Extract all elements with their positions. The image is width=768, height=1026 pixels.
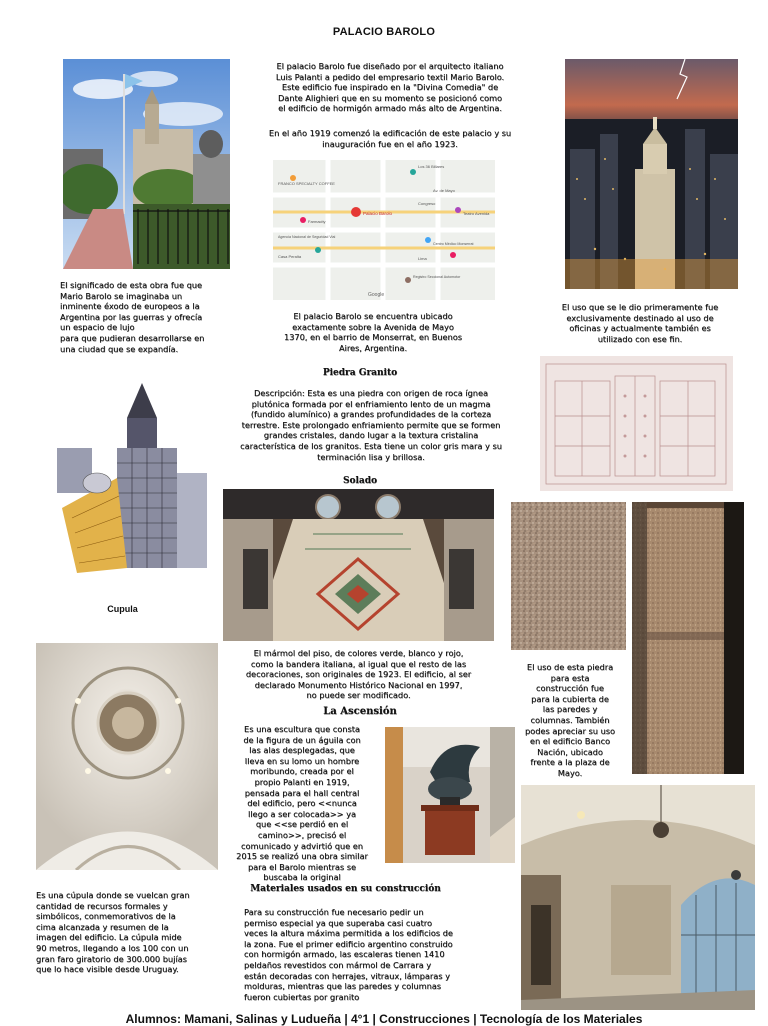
- floor-photo: [223, 489, 494, 641]
- map-label-congreso: Congreso: [418, 201, 436, 206]
- intro-text: El palacio Barolo fue diseñado por el arquitecto italiano Luis Palanti a pedido del empresario textil Mario Barolo. Este edificio fue inspirado en la "Divina Comedia" de Dante Alighieri que en su momento se posicionó como el edificio de hormigón armado más alto de Argentina.: [275, 61, 505, 114]
- materials-text: Para su construcción fue necesario pedir un permiso especial ya que superaba casi cuatro veces la altura máxima permitida a los edificios de la zona. Fue el primer edificio argentino construido con hormigón armado, las escaleras tienen 1410 peldaños revestidos con mármol de Carrara y están decoradas con herrajes, vitraux, lámparas y molduras, mientras que las paredes y columnas fueron cubiertas por granito: [244, 907, 453, 1002]
- materials-heading: Materiales usados en su construcción: [250, 884, 441, 894]
- map-label-farmacity: Farmacity: [308, 219, 326, 224]
- street-photo: [63, 59, 230, 269]
- night-city-photo: [565, 59, 738, 289]
- usage-text: El uso que se le dio primeramente fue exclusivamente destinado al uso de oficinas y actualmente también es utilizado con ese fin.: [561, 302, 719, 344]
- map-label-centro-medico: Centro Médico Monserrat: [433, 242, 474, 246]
- location-map: [273, 160, 495, 300]
- map-label-teatro: Teatro Avenida: [463, 211, 490, 216]
- map-label-registro: Registro Seccional Automotor: [413, 275, 461, 279]
- granite-heading: Piedra Granito: [322, 368, 398, 378]
- ascension-heading: La Ascensión: [323, 706, 397, 717]
- page-title: PALACIO BAROLO: [332, 26, 436, 38]
- location-text: El palacio Barolo se encuentra ubicado exactamente sobre la Avenida de Mayo 1370, en el barrio de Monserrat, en Buenos Aires, Argentina.: [283, 311, 463, 353]
- map-label-casa-peralta: Casa Peralta: [278, 254, 302, 259]
- granite-usage-text: El uso de esta piedra para esta construcción fue para la cubierta de las paredes y columnas. También podes apreciar su uso en el edificio Banco Nación, ubicado frente a la plaza de Mayo.: [524, 662, 616, 778]
- granite-description: Descripción: Esta es una piedra con origen de roca ígnea plutónica formada por el enfriamiento lento de un magma (fundido alumínico) a grandes profundidades de la corteza terrestre. Este prolongado enfriamiento permite que se formen grandes cristales, dando lugar a la textura cristalina característica de los granitos. Esta tiene un color gris mara y su terminación lisa y brillosa.: [240, 388, 502, 462]
- blueprint-image: [540, 356, 733, 491]
- floor-text: El mármol del piso, de colores verde, blanco y rojo, como la bandera italiana, al igual que el resto de las decoraciones, son originales de 1923. El edificio, al ser declarado Monumento Histórico Nacional en 1997, no puede ser modificado.: [245, 648, 472, 701]
- granite-sample-photo: [511, 502, 626, 650]
- map-google-logo: Google: [368, 292, 385, 298]
- floor-heading: Solado: [342, 476, 378, 486]
- hall-photo: [521, 785, 755, 1010]
- meaning-text: El significado de esta obra fue que Mario Barolo se imaginaba un inminente éxodo de europeos a la Argentina por las guerras y ofrecía un espacio de lujo para que pudieran desarrollarse en una ciudad que se expandía.: [60, 280, 205, 354]
- map-label-billares: Los 36 Billares: [418, 164, 445, 169]
- footer-credits: Alumnos: Mamani, Salinas y Ludueña | 4°1 | Construcciones | Tecnología de los Materiales: [125, 1012, 643, 1026]
- map-label-av-mayo: Av. de Mayo: [433, 188, 455, 193]
- construction-year-text: En el año 1919 comenzó la edificación de este palacio y su inauguración fue en el año 1923.: [268, 128, 512, 149]
- dome-photo: [36, 643, 218, 870]
- map-label-coffee: FRANCO SPECIALTY COFFEE: [278, 181, 335, 186]
- building-cutaway-illustration: [57, 378, 217, 578]
- map-label-palacio: Palacio Barolo: [363, 211, 393, 216]
- cupola-caption: Cupula: [107, 604, 138, 614]
- cupola-text: Es una cúpula donde se vuelcan gran cantidad de recursos formales y simbólicos, conmemorativos de la cima alcanzada y resumen de la imagen del edificio. La cúpula mide 90 metros, llegando a los 100 con un gran faro giratorio de 300.000 bujías que lo hace visible desde Uruguay.: [36, 890, 190, 975]
- map-label-lima: Lima: [418, 256, 427, 261]
- ascension-text: Es una escultura que consta de la figura de un águila con las alas desplegadas, que lleva en su lomo un hombre moribundo, creada por el propio Palanti en 1919, pensada para el hall central del edificio, pero <<nunca llego a ser colocada>> ya que <<se perdió en el camino>>, precisó el comunicado y advirtió que en 2015 se realizó una obra similar para el Barolo mientras se buscaba la original: [236, 724, 368, 883]
- map-label-agencia: Agencia Nacional de Seguridad Vial: [278, 235, 336, 239]
- granite-column-photo: [632, 502, 744, 774]
- sculpture-photo: [385, 727, 515, 863]
